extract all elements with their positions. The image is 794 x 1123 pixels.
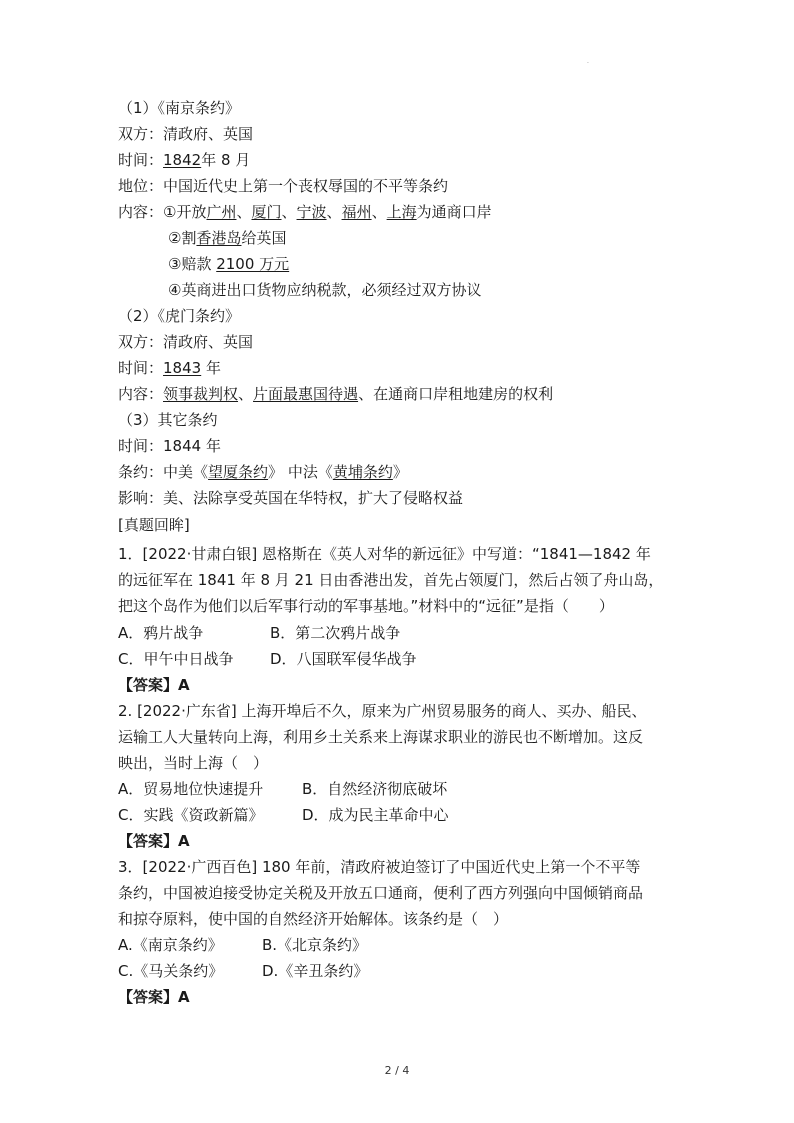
label: 时间： [118, 151, 164, 169]
text: 、在通商口岸租地建房的权利 [358, 385, 554, 403]
section1-content-item4: ④英商进出口货物应纳税款，必须经过双方协议 [168, 281, 482, 299]
value: 中国近代史上第一个丧权辱国的不平等条约 [163, 177, 449, 195]
sep: 、 [281, 203, 297, 221]
term: 领事裁判权 [163, 385, 239, 403]
label: 内容： [118, 203, 164, 221]
q1-answer [118, 673, 190, 697]
answer-value: A [178, 832, 190, 850]
section3-impact [118, 486, 463, 510]
q3-line3: 和掠夺原料，使中国的自然经济开始解体。该条约是（ ） [118, 910, 509, 928]
section3-time [118, 434, 221, 458]
section2-parties [118, 330, 253, 354]
value: 美、法除享受英国在华特权，扩大了侵略权益 [163, 489, 464, 507]
q2-line2: 运输工人大量转向上海，利用乡土关系来上海谋求职业的游民也不断增加。这反 [118, 728, 644, 746]
text: 给英国 [241, 229, 287, 247]
q1-line1: 1．[2022·甘肃白银] 恩格斯在《英人对华的新远征》中写道：“1841—1842 年 [118, 545, 651, 563]
q2-answer [118, 829, 190, 853]
section1-parties [118, 122, 253, 146]
section2-heading: （2）《虎门条约》 [118, 307, 241, 325]
section2-content [118, 382, 553, 406]
label: 内容： [118, 385, 164, 403]
section1-content-item3 [168, 252, 289, 276]
q3-option-b: B.《北京条约》 [262, 936, 368, 954]
underlined-year: 1842 [163, 151, 202, 169]
section3-treaties [118, 460, 408, 484]
text: 》 中法《 [268, 463, 333, 481]
value: 清政府、英国 [163, 333, 254, 351]
q2-option-a: A．贸易地位快速提升 [118, 780, 264, 798]
label: 地位： [118, 177, 164, 195]
q1-line3: 把这个岛作为他们以后军事行动的军事基地。”材料中的“远征”是指（ ） [118, 597, 614, 615]
text: 中美《 [163, 463, 209, 481]
label: 影响： [118, 489, 164, 507]
section1-heading: （1）《南京条约》 [118, 99, 241, 117]
underlined-year: 1843 [163, 359, 202, 377]
text: 》 [392, 463, 408, 481]
label: 时间： [118, 359, 164, 377]
label: 时间： [118, 437, 164, 455]
port: 宁波 [296, 203, 327, 221]
q1-option-a: A．鸦片战争 [118, 624, 204, 642]
value: 1844 年 [163, 437, 221, 455]
label: 双方： [118, 125, 164, 143]
answer-value: A [178, 676, 190, 694]
section1-content-item1 [118, 200, 492, 224]
q1-option-c: C．甲午中日战争 [118, 650, 234, 668]
label: 双方： [118, 333, 164, 351]
port: 上海 [386, 203, 417, 221]
page-number: 2 / 4 [384, 1064, 410, 1077]
section3-heading: （3）其它条约 [118, 411, 218, 429]
q2-option-c: C．实践《资政新篇》 [118, 806, 264, 824]
q1-option-b: B．第二次鸦片战争 [270, 624, 401, 642]
port: 福州 [341, 203, 372, 221]
q3-option-d: D.《辛丑条约》 [262, 962, 369, 980]
value: 年 8 月 [201, 151, 251, 169]
q2-option-d: D．成为民主革命中心 [302, 806, 449, 824]
section1-content-item2 [168, 226, 286, 250]
term: 片面最惠国待遇 [253, 385, 359, 403]
answer-label: 【答案】 [118, 676, 179, 694]
answer-value: A [178, 988, 190, 1006]
value: 年 [201, 359, 221, 377]
port: 厦门 [251, 203, 282, 221]
q2-line3: 映出，当时上海（ ） [118, 754, 269, 772]
q1-option-d: D．八国联军侵华战争 [270, 650, 417, 668]
sep: 、 [326, 203, 342, 221]
section1-status [118, 174, 448, 198]
place: 香港岛 [196, 229, 242, 247]
answer-label: 【答案】 [118, 988, 179, 1006]
answer-label: 【答案】 [118, 832, 179, 850]
text: ③赔款 [168, 255, 217, 273]
port: 广州 [206, 203, 237, 221]
section1-time [118, 148, 250, 172]
q3-option-c: C.《马关条约》 [118, 962, 224, 980]
sep: 、 [236, 203, 252, 221]
amount: 2100 万元 [216, 255, 290, 273]
q3-option-a: A.《南京条约》 [118, 936, 223, 954]
q2-option-b: B．自然经济彻底破坏 [302, 780, 448, 798]
review-heading: [真题回眸] [118, 516, 190, 534]
label: 条约： [118, 463, 164, 481]
text: 为通商口岸 [416, 203, 492, 221]
treaty: 望厦条约 [208, 463, 269, 481]
q2-line1: 2. [2022·广东省] 上海开埠后不久，原来为广州贸易服务的商人、买办、船民、 [118, 702, 647, 720]
q1-line2: 的远征军在 1841 年 8 月 21 日由香港出发，首先占领厦门，然后占领了舟山岛， [118, 571, 664, 589]
q3-line2: 条约，中国被迫接受协定关税及开放五口通商，便利了西方列强向中国倾销商品 [118, 884, 644, 902]
sep: 、 [371, 203, 387, 221]
sep: 、 [238, 385, 254, 403]
text: ②割 [168, 229, 197, 247]
treaty: 黄埔条约 [332, 463, 393, 481]
value: 清政府、英国 [163, 125, 254, 143]
q3-line1: 3．[2022·广西百色] 180 年前，清政府被迫签订了中国近代史上第一个不平等 [118, 858, 641, 876]
corner-mark: . [587, 58, 589, 65]
section2-time [118, 356, 221, 380]
q3-answer [118, 985, 190, 1009]
text: ①开放 [163, 203, 207, 221]
